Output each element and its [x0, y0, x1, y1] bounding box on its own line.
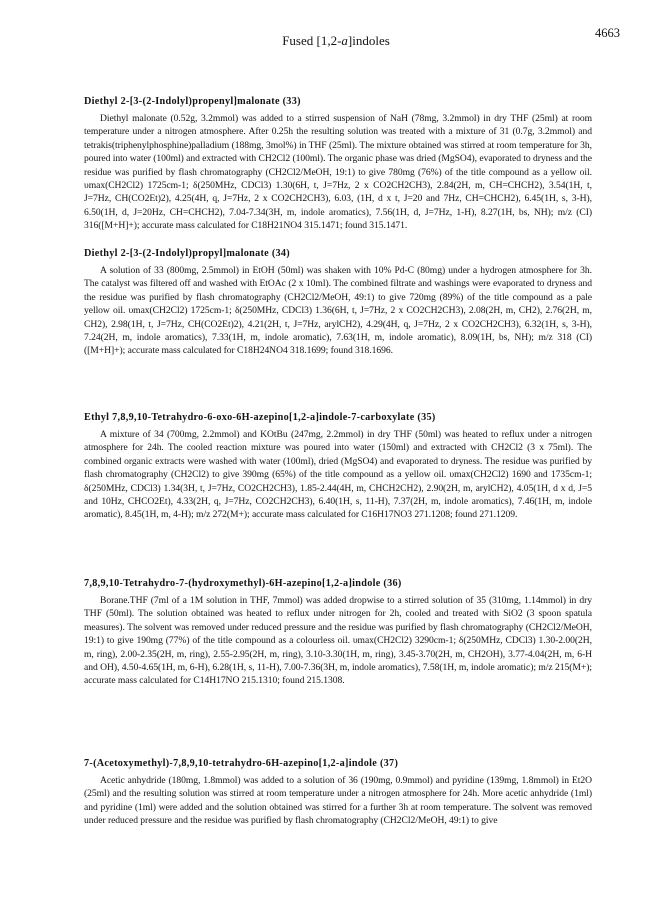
running-head-suffix: ]indoles	[347, 33, 390, 48]
section-paragraph: A solution of 33 (800mg, 2.5mmol) in EtOH (50ml) was shaken with 10% Pd-C (80mg) under a hydrogen atmosphere for 3h. The catalyst was filtered off and washed with EtOAc (2 x 10ml). The combined filtrate and washings were evaporated to dryness and the residue was purified by flash chromatography (CH2Cl2/MeOH, 49:1) to give 720mg (89%) of the title compound as a pale yellow oil. υmax(CH2Cl2) 1725cm-1; δ(250MHz, CDCl3) 1.36(6H, t, J=7Hz, 2 x CO2CH2CH3), 2.08(2H, m, CH2), 2.76(2H, m, CH2), 2.98(1H, t, J=7Hz, CH(CO2Et)2), 4.21(2H, t, J=7Hz, arylCH2), 4.29(4H, q, J=7Hz, 2 x CO2CH2CH3), 6.32(1H, s, 3-H), 7.24(2H, m, indole aromatics), 7.33(1H, m, indole aromatic), 7.63(1H, m, indole aromatic), 8.09(1H, bs, NH); m/z 318 (CI) ([M+H]+); accurate mass calculated for C18H24NO4 318.1699; found 318.1696.	[84, 265, 592, 357]
running-head-italic: a	[341, 33, 348, 48]
section-title: Diethyl 2-[3-(2-Indolyl)propyl]malonate (34)	[84, 248, 290, 259]
page-number: 4663	[595, 26, 620, 40]
section-title: 7,8,9,10-Tetrahydro-7-(hydroxymethyl)-6H-azepino[1,2-a]indole (36)	[84, 578, 402, 589]
compound-section-36	[84, 578, 592, 688]
section-title: Diethyl 2-[3-(2-Indolyl)propenyl]malonate (33)	[84, 96, 301, 107]
section-title: Ethyl 7,8,9,10-Tetrahydro-6-oxo-6H-azepino[1,2-a]indole-7-carboxylate (35)	[84, 412, 436, 423]
section-paragraph: A mixture of 34 (700mg, 2.2mmol) and KOtBu (247mg, 2.2mmol) in dry THF (50ml) was heated to reflux under a nitrogen atmosphere for 24h. The cooled reaction mixture was poured into water (150ml) and extracted with CH2Cl2 (3 x 75ml). The combined organic extracts were washed with water (100ml), dried (MgSO4) and evaporated to dryness. The residue was purified by flash chromatography (CH2Cl2) to give 390mg (65%) of the title compound as a yellow oil. υmax(CH2Cl2) 1690 and 1735cm-1; δ(250MHz, CDCl3) 1.34(3H, t, J=7Hz, CO2CH2CH3), 1.85-2.44(4H, m, CHCH2CH2), 2.90(2H, m, arylCH2), 4.05(1H, d x d, J=5 and 10Hz, CHCO2Et), 4.33(2H, q, J=7Hz, CO2CH2CH3), 6.40(1H, s, 11-H), 7.37(2H, m, indole aromatics), 7.46(1H, m, indole aromatic), 8.45(1H, m, 4-H); m/z 272(M+); accurate mass calculated for C16H17NO3 271.1208; found 271.1209.	[84, 429, 592, 521]
compound-section-34	[84, 248, 592, 358]
running-head-prefix: Fused [1,2-	[282, 33, 342, 48]
section-title: 7-(Acetoxymethyl)-7,8,9,10-tetrahydro-6H-azepino[1,2-a]indole (37)	[84, 758, 399, 769]
running-head	[0, 33, 672, 49]
compound-section-33	[84, 96, 592, 233]
compound-section-37	[84, 758, 592, 828]
section-paragraph: Diethyl malonate (0.52g, 3.2mmol) was added to a stirred suspension of NaH (78mg, 3.2mmol) in dry THF (25ml) at room temperature under a nitrogen atmosphere. After 0.25h the resulting solution was treated with a mixture of 31 (0.7g, 3.2mmol) and tetrakis(triphenylphosphine)palladium (188mg, 3mol%) in THF (25ml). The mixture obtained was stirred at room temperature for 3h, poured into water (100ml) and extracted with CH2Cl2 (100ml). The organic phase was dried (MgSO4), evaporated to dryness and the residue was purified by flash chromatography (CH2Cl2/MeOH, 19:1) to give 780mg (76%) of the title compound as a yellow oil. υmax(CH2Cl2) 1725cm-1; δ(250MHz, CDCl3) 1.30(6H, t, J=7Hz, 2 x CO2CH2CH3), 2.84(2H, m, CH=CHCH2), 3.54(1H, t, J=7Hz, CH(CO2Et)2), 4.25(4H, q, J=7Hz, 2 x CO2CH2CH3), 6.03, (1H, d x t, J=20 and 7Hz, CH=CHCH2), 6.45(1H, s, 3-H), 6.50(1H, d, J=20Hz, CH=CHCH2), 7.04-7.34(3H, m, indole aromatics), 7.56(1H, d, J=7Hz, 1-H), 8.27(1H, bs, NH); m/z (CI) 316([M+H]+); accurate mass calculated for C18H21NO4 315.1471; found 315.1471.	[84, 113, 592, 232]
section-paragraph: Acetic anhydride (180mg, 1.8mmol) was added to a solution of 36 (190mg, 0.9mmol) and pyridine (139mg, 1.8mmol) in Et2O (25ml) and the resulting solution was stirred at room temperature under a nitrogen atmosphere for 24h. More acetic anhydride (1ml) and pyridine (1ml) were added and the solution obtained was stirred for a further 3h at room temperature. The solvent was removed under reduced pressure and the residue was purified by flash chromatography (CH2Cl2/MeOH, 49:1) to give	[84, 775, 592, 827]
compound-section-35	[84, 412, 592, 522]
section-paragraph: Borane.THF (7ml of a 1M solution in THF, 7mmol) was added dropwise to a stirred solution of 35 (310mg, 1.14mmol) in dry THF (50ml). The solution obtained was heated to reflux under nitrogen for 2h, cooled and treated with SiO2 (3 spoon spatula measures). The solvent was removed under reduced pressure and the residue was purified by flash chromatography (CH2Cl2/MeOH, 19:1) to give 190mg (77%) of the title compound as a colourless oil. υmax(CH2Cl2) 3290cm-1; δ(250MHz, CDCl3) 1.30-2.00(2H, m, ring), 2.00-2.35(2H, m, ring), 2.55-2.95(2H, m, ring), 3.10-3.30(1H, m, ring), 3.45-3.70(2H, m, CH2OH), 3.77-4.04(2H, m, 6-H and OH), 4.50-4.65(1H, m, 6-H), 6.28(1H, s, 11-H), 7.00-7.36(3H, m, indole aromatics), 7.58(1H, m, indole aromatic); m/z 215(M+); accurate mass calculated for C14H17NO 215.1310; found 215.1308.	[84, 595, 592, 687]
